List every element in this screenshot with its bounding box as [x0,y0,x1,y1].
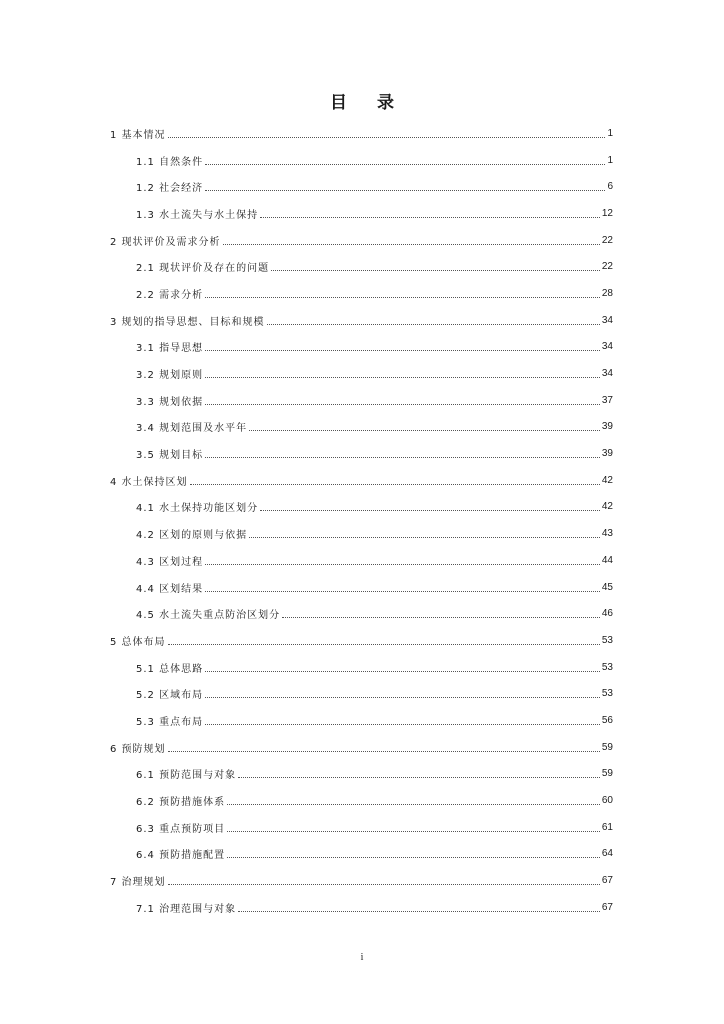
toc-dot-leader [227,847,600,858]
toc-entry-label: 4.4 区划结果 [136,583,204,595]
toc-dot-leader [168,874,600,885]
toc-dot-leader [227,821,600,832]
toc-subsection-entry[interactable] [110,707,613,734]
toc-entry-label: 6.3 重点预防项目 [136,823,226,835]
toc-subsection-entry[interactable] [110,334,613,361]
toc-dot-leader [260,207,600,218]
toc-entry-page-number: 37 [601,394,613,406]
toc-dot-leader [205,394,600,405]
toc-dot-leader [190,474,600,485]
toc-entry-page-number: 39 [601,448,613,460]
toc-entry-page-number: 43 [601,528,613,540]
toc-entry-label: 3.3 规划依据 [136,396,204,408]
toc-dot-leader [205,714,600,725]
toc-entry-page-number: 60 [601,795,613,807]
toc-entry-label: 6.4 预防措施配置 [136,850,226,862]
toc-subsection-entry[interactable] [110,360,613,387]
toc-subsection-entry[interactable] [110,680,613,707]
toc-entry-page-number: 34 [601,368,613,380]
toc-entry-page-number: 67 [601,875,613,887]
toc-entry-label: 6.2 预防措施体系 [136,797,226,809]
toc-entry-page-number: 59 [601,741,613,753]
toc-dot-leader [205,154,605,165]
toc-entry-page-number: 53 [601,688,613,700]
toc-subsection-entry[interactable] [110,574,613,601]
toc-entry-label: 7.1 治理范围与对象 [136,903,237,915]
toc-entry-page-number: 53 [601,661,613,673]
toc-entry-label: 4.1 水土保持功能区划分 [136,503,259,515]
toc-dot-leader [168,634,600,645]
toc-entry-label: 2.2 需求分析 [136,289,204,301]
toc-dot-leader [205,447,600,458]
toc-entry-page-number: 45 [601,581,613,593]
toc-dot-leader [223,234,600,245]
toc-dot-leader [168,741,600,752]
toc-entry-page-number: 39 [601,421,613,433]
toc-entry-page-number: 28 [601,287,613,299]
toc-subsection-entry[interactable] [110,173,613,200]
toc-entry-page-number: 1 [607,127,613,139]
toc-section-entry[interactable] [110,227,613,254]
toc-entry-page-number: 42 [601,474,613,486]
toc-subsection-entry[interactable] [110,253,613,280]
toc-entry-page-number: 61 [601,821,613,833]
toc-entry-label: 6 预防规划 [110,743,166,755]
toc-subsection-entry[interactable] [110,147,613,174]
toc-entry-label: 4 水土保持区划 [110,476,188,488]
toc-entry-page-number: 53 [601,634,613,646]
toc-subsection-entry[interactable] [110,414,613,441]
toc-entry-page-number: 6 [607,181,613,193]
toc-dot-leader [205,287,600,298]
toc-subsection-entry[interactable] [110,280,613,307]
toc-section-entry[interactable] [110,867,613,894]
table-of-contents [110,120,613,921]
toc-entry-page-number: 34 [601,314,613,326]
toc-entry-label: 5.3 重点布局 [136,716,204,728]
toc-entry-label: 3 规划的指导思想、目标和规模 [110,316,265,328]
toc-entry-page-number: 1 [607,154,613,166]
toc-dot-leader [282,607,600,618]
toc-entry-label: 2 现状评价及需求分析 [110,236,221,248]
toc-dot-leader [205,581,600,592]
toc-section-entry[interactable] [110,627,613,654]
toc-entry-label: 4.5 水土流失重点防治区划分 [136,610,281,622]
toc-entry-label: 2.1 现状评价及存在的问题 [136,263,270,275]
toc-dot-leader [227,794,600,805]
toc-dot-leader [205,687,600,698]
page-title: 目 录 [330,93,406,113]
toc-entry-page-number: 67 [601,901,613,913]
toc-dot-leader [249,420,600,431]
toc-dot-leader [205,180,605,191]
toc-entry-page-number: 59 [601,768,613,780]
toc-section-entry[interactable] [110,307,613,334]
toc-section-entry[interactable] [110,467,613,494]
toc-subsection-entry[interactable] [110,387,613,414]
toc-section-entry[interactable] [110,734,613,761]
toc-dot-leader [260,500,600,511]
toc-dot-leader [205,661,600,672]
toc-dot-leader [238,901,600,912]
toc-entry-label: 1.1 自然条件 [136,156,204,168]
toc-entry-label: 5.2 区域布局 [136,690,204,702]
toc-subsection-entry[interactable] [110,841,613,868]
toc-dot-leader [205,367,600,378]
toc-subsection-entry[interactable] [110,761,613,788]
toc-entry-label: 3.5 规划目标 [136,450,204,462]
toc-dot-leader [271,260,600,271]
toc-entry-page-number: 22 [601,234,613,246]
toc-subsection-entry[interactable] [110,520,613,547]
toc-dot-leader [205,340,600,351]
toc-entry-label: 3.2 规划原则 [136,370,204,382]
toc-entry-label: 5.1 总体思路 [136,663,204,675]
toc-entry-page-number: 34 [601,341,613,353]
toc-subsection-entry[interactable] [110,440,613,467]
toc-entry-page-number: 64 [601,848,613,860]
toc-section-entry[interactable] [110,120,613,147]
toc-dot-leader [267,314,600,325]
toc-entry-label: 5 总体布局 [110,636,166,648]
toc-subsection-entry[interactable] [110,814,613,841]
toc-subsection-entry[interactable] [110,894,613,921]
toc-subsection-entry[interactable] [110,600,613,627]
toc-subsection-entry[interactable] [110,494,613,521]
toc-dot-leader [205,554,600,565]
toc-subsection-entry[interactable] [110,200,613,227]
toc-entry-page-number: 56 [601,714,613,726]
toc-entry-page-number: 42 [601,501,613,513]
page-number: i [360,952,364,963]
toc-entry-label: 7 治理规划 [110,877,166,889]
toc-subsection-entry[interactable] [110,547,613,574]
toc-dot-leader [238,767,600,778]
toc-entry-page-number: 44 [601,554,613,566]
toc-subsection-entry[interactable] [110,654,613,681]
toc-entry-label: 1 基本情况 [110,129,166,141]
toc-entry-label: 4.2 区划的原则与依据 [136,530,248,542]
toc-entry-label: 6.1 预防范围与对象 [136,770,237,782]
toc-entry-label: 1.2 社会经济 [136,183,204,195]
toc-subsection-entry[interactable] [110,787,613,814]
toc-entry-label: 1.3 水土流失与水土保持 [136,209,259,221]
toc-entry-page-number: 12 [601,207,613,219]
toc-entry-page-number: 46 [601,608,613,620]
toc-entry-label: 3.4 规划范围及水平年 [136,423,248,435]
toc-entry-page-number: 22 [601,261,613,273]
toc-entry-label: 4.3 区划过程 [136,556,204,568]
toc-entry-label: 3.1 指导思想 [136,343,204,355]
toc-dot-leader [168,127,606,138]
toc-dot-leader [249,527,600,538]
